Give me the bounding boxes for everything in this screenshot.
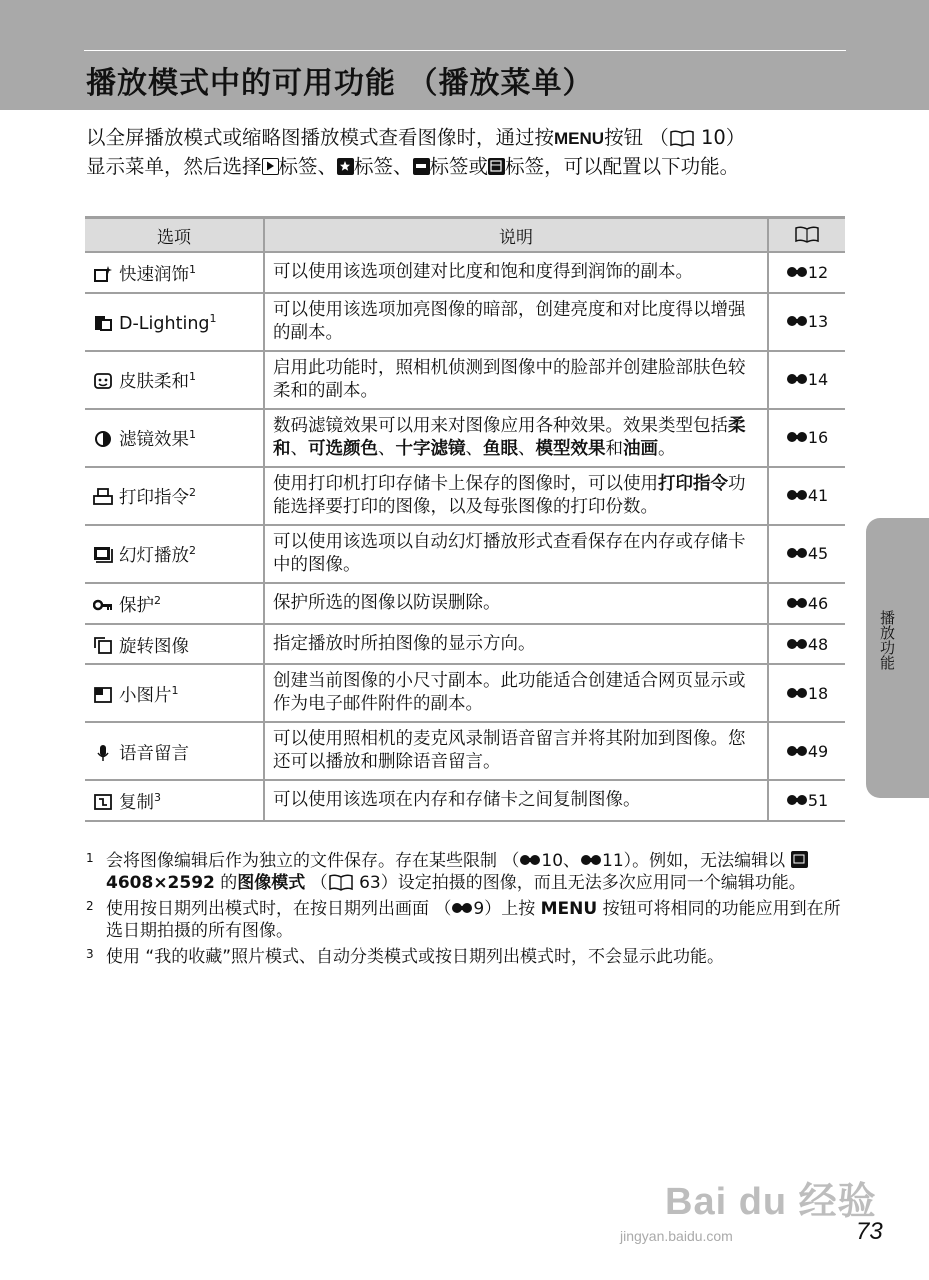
reference-page: 12 xyxy=(807,262,829,282)
protect-key-icon xyxy=(93,596,113,614)
reference-icon xyxy=(786,633,808,645)
table-row xyxy=(85,467,845,525)
option-cell xyxy=(85,664,264,722)
table-row xyxy=(85,722,845,780)
book-reference-icon xyxy=(328,873,354,891)
reference-page: 18 xyxy=(807,683,829,703)
reference-page: 45 xyxy=(807,544,829,564)
option-label: 打印指令 xyxy=(119,488,189,509)
reference-cell xyxy=(768,252,845,293)
column-header-reference xyxy=(768,218,845,253)
footnote-marker: 1 xyxy=(171,684,179,698)
column-header-option: 选项 xyxy=(85,218,264,253)
reference-cell xyxy=(768,525,845,583)
option-label: 保护 xyxy=(119,595,154,616)
option-label: 滤镜效果 xyxy=(119,430,189,451)
description-cell: 可以使用该选项创建对比度和饱和度得到润饰的副本。 xyxy=(264,252,768,293)
table-row xyxy=(85,525,845,583)
page-title: 播放模式中的可用功能 （播放菜单） xyxy=(86,66,594,101)
option-cell xyxy=(85,351,264,409)
auto-sort-tab-icon xyxy=(413,158,430,175)
reference-icon xyxy=(786,789,808,801)
reference-cell xyxy=(768,722,845,780)
option-label: D-Lighting xyxy=(119,314,210,335)
image-size-icon xyxy=(791,851,808,868)
reference-page: 51 xyxy=(807,791,829,811)
reference-page: 16 xyxy=(807,428,829,448)
reference-cell xyxy=(768,583,845,624)
description-cell: 保护所选的图像以防误删除。 xyxy=(264,583,768,624)
option-cell xyxy=(85,293,264,351)
watermark-logo: Bai du 经验 xyxy=(665,1181,877,1223)
reference-icon xyxy=(786,542,808,554)
playback-menu-table xyxy=(85,216,845,822)
table-row xyxy=(85,780,845,821)
reference-page: 41 xyxy=(807,486,829,506)
table-row xyxy=(85,293,845,351)
option-label: 旋转图像 xyxy=(119,636,189,657)
option-label: 小图片 xyxy=(119,685,172,706)
footnote-marker: 2 xyxy=(154,593,161,607)
rotate-image-icon xyxy=(93,636,113,654)
description-cell: 创建当前图像的小尺寸副本。此功能适合创建适合网页显示或作为电子邮件附件的副本。 xyxy=(264,664,768,722)
d-lighting-icon xyxy=(93,314,113,332)
option-label: 复制 xyxy=(119,793,154,814)
footnote-2: 2 使用按日期列出模式时，在按日期列出画面 （ 9）上按 MENU 按钮可将相同的功能应用到在所选日期拍摄的所有图像。 xyxy=(86,899,841,941)
table-row xyxy=(85,583,845,624)
description-cell: 可以使用照相机的麦克风录制语音留言并将其附加到图像。您还可以播放和删除语音留言。 xyxy=(264,722,768,780)
reference-cell xyxy=(768,409,845,467)
footnote-marker: 1 xyxy=(189,263,196,276)
description-cell: 可以使用该选项以自动幻灯播放形式查看保存在内存或存储卡中的图像。 xyxy=(264,525,768,583)
option-cell xyxy=(85,624,264,665)
footnote-marker: 2 xyxy=(189,486,196,500)
description-cell: 指定播放时所拍图像的显示方向。 xyxy=(264,624,768,665)
reference-page: 49 xyxy=(807,741,829,761)
playback-tab-icon xyxy=(262,158,279,175)
menu-button-label: MENU xyxy=(554,129,605,148)
footnote-marker: 1 xyxy=(189,428,196,442)
footnote-marker: 3 xyxy=(154,791,161,805)
quick-retouch-icon xyxy=(93,265,113,283)
reference-page: 46 xyxy=(807,593,829,613)
table-row xyxy=(85,351,845,409)
filter-effects-icon xyxy=(93,430,113,448)
microphone-icon xyxy=(93,744,113,762)
favorites-tab-icon xyxy=(337,158,354,175)
column-header-description: 说明 xyxy=(264,218,768,253)
option-label: 皮肤柔和 xyxy=(119,372,189,393)
description-cell: 可以使用该选项在内存和存储卡之间复制图像。 xyxy=(264,780,768,821)
reference-icon xyxy=(786,592,808,604)
reference-icon xyxy=(786,484,808,496)
footnote-marker: 1 xyxy=(189,370,196,384)
description-cell: 启用此功能时，照相机侦测到图像中的脸部并创建脸部肤色较柔和的副本。 xyxy=(264,351,768,409)
reference-page: 48 xyxy=(807,634,829,654)
option-cell xyxy=(85,722,264,780)
table-row xyxy=(85,252,845,293)
option-cell xyxy=(85,467,264,525)
reference-icon xyxy=(786,368,808,380)
reference-cell xyxy=(768,467,845,525)
reference-icon xyxy=(580,850,602,862)
reference-cell xyxy=(768,664,845,722)
reference-cell xyxy=(768,780,845,821)
reference-page: 14 xyxy=(807,370,829,390)
reference-icon xyxy=(519,850,541,862)
slide-show-icon xyxy=(93,546,113,564)
copy-icon xyxy=(93,793,113,811)
reference-icon xyxy=(451,898,473,910)
description-cell: 使用打印机打印存储卡上保存的图像时，可以使用打印指令功能选择要打印的图像，以及每张图像的打印份数。 xyxy=(264,467,768,525)
reference-page: 13 xyxy=(807,312,829,332)
footnote-marker: 2 xyxy=(189,544,196,558)
footnote-3: 3 使用 “我的收藏”照片模式、自动分类模式或按日期列出模式时，不会显示此功能。 xyxy=(86,947,725,967)
footnote-marker: 1 xyxy=(209,312,217,326)
option-cell xyxy=(85,525,264,583)
print-order-icon xyxy=(93,488,113,506)
list-by-date-tab-icon xyxy=(488,158,505,175)
reference-icon xyxy=(786,682,808,694)
book-reference-icon xyxy=(669,127,695,145)
footnotes xyxy=(86,850,846,972)
option-label: 幻灯播放 xyxy=(119,546,189,567)
option-cell xyxy=(85,780,264,821)
reference-icon xyxy=(786,310,808,322)
skin-softening-icon xyxy=(93,372,113,390)
option-cell xyxy=(85,583,264,624)
table-row xyxy=(85,624,845,665)
book-reference-icon xyxy=(794,225,820,243)
option-cell xyxy=(85,252,264,293)
intro-paragraph: 以全屏播放模式或缩略图播放模式查看图像时，通过按MENU按钮 （ 10） 显示菜单，然后选择 标签、 标签、 标签或 标签，可以配置以下功能。 xyxy=(86,126,746,178)
side-chapter-label: 播放功能 xyxy=(878,610,896,670)
reference-cell xyxy=(768,293,845,351)
table-row xyxy=(85,664,845,722)
reference-icon xyxy=(786,426,808,438)
description-cell: 可以使用该选项加亮图像的暗部，创建亮度和对比度得以增强的副本。 xyxy=(264,293,768,351)
reference-cell xyxy=(768,351,845,409)
option-label: 语音留言 xyxy=(119,743,189,764)
header-rule xyxy=(84,50,846,51)
reference-icon xyxy=(786,261,808,273)
option-cell xyxy=(85,409,264,467)
watermark-url: jingyan.baidu.com xyxy=(620,1228,733,1244)
reference-icon xyxy=(786,740,808,752)
description-cell: 数码滤镜效果可以用来对图像应用各种效果。效果类型包括柔和、可选颜色、十字滤镜、鱼眼、模型效果和油画。 xyxy=(264,409,768,467)
page-number: 73 xyxy=(856,1218,883,1245)
table-row xyxy=(85,409,845,467)
small-picture-icon xyxy=(93,686,113,704)
option-label: 快速润饰 xyxy=(119,264,189,285)
footnote-1: 1 会将图像编辑后作为独立的文件保存。存在某些限制 （ 10、 11）。例如，无法编辑以 4608×2592 的图像模式 （ 63）设定拍摄的图像，而且无法多次应用同一个编辑功能。 xyxy=(86,851,806,893)
reference-cell xyxy=(768,624,845,665)
